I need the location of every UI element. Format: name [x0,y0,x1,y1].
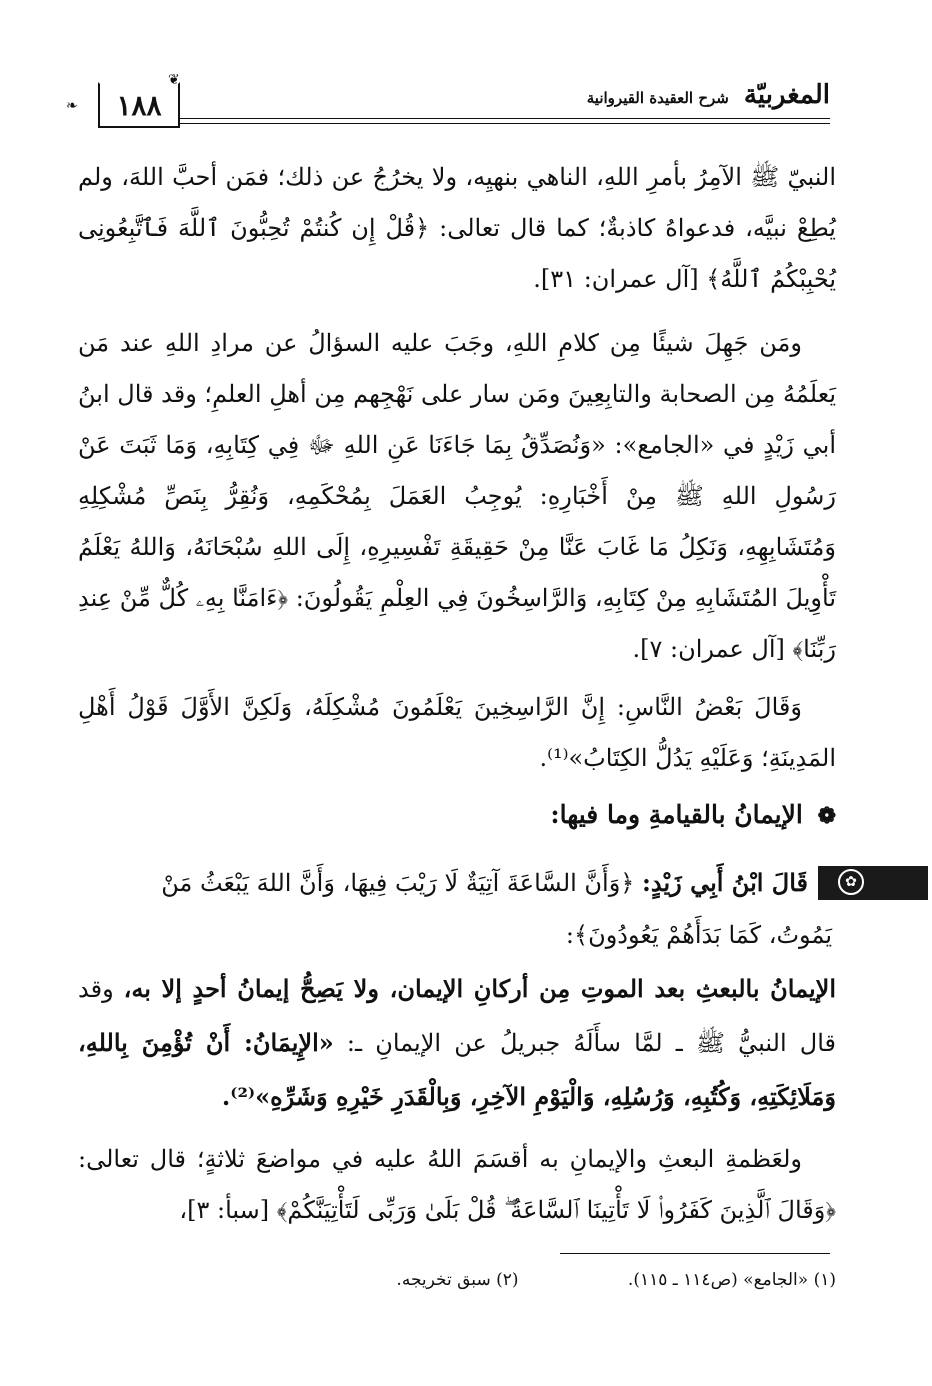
page-number: ١٨٨ [98,82,180,128]
book-subtitle: شرح العقيدة القيروانية [586,89,729,107]
bold-statement: الإيمانُ بالبعثِ بعد الموتِ مِن أركانِ الإيمان، ولا يَصِحُّ إيمانُ أحدٍ إلا به، [123,974,836,1003]
header-rule [180,118,830,119]
paragraph-text: ومَن جَهِلَ شيئًا مِن كلامِ اللهِ، وجَبَ عليه السؤالُ عن مرادِ اللهِ عند مَن يَعلَمُهُ مِن الصحابة والتابِعِينَ ومَن سار على نَهْجِهم مِن أهلِ العلمِ؛ وقد قال ابنُ أبي زَيْدٍ في «الجامع»: «وَنُصَدِّقُ بِمَا جَاءَنَا عَنِ اللهِ ﷻ فِي كِتَابِهِ، وَمَا ثَبَتَ عَنْ رَسُولِ اللهِ ﷺ مِنْ أَخْبَارِهِ: يُوجِبُ العَمَلَ بِمُحْكَمِهِ، وَنُقِرُّ بِنَصِّ مُشْكِلِهِ وَمُتَشَابِهِهِ، وَنَكِلُ مَا غَابَ عَنَّا مِنْ حَقِيقَةِ تَفْسِيرِهِ، إِلَى اللهِ سُبْحَانَهُ، وَاللهُ يَعْلَمُ تَأْوِيلَ المُتَشَابِهِ مِنْ كِتَابِهِ، وَالرَّاسِخُونَ فِي العِلْمِ يَقُولُونَ: ﴿ءَامَنَّا بِهِۦ كُلٌّ مِّنْ عِندِ رَبِّنَا﴾ [آل عمران: ٧]. [78,329,836,663]
paragraph-text: النبيّ ﷺ الآمِرُ بأمرِ اللهِ، الناهي بنهيِه، ولا يخرُجُ عن ذلك؛ فمَن أحبَّ اللهَ، ولم يُطِعْ نبيَّه، فدعواهُ كاذبةٌ؛ كما قال تعالى: ﴿قُلْ إِن كُنتُمْ تُحِبُّونَ ٱللَّهَ فَٱتَّبِعُونِى يُحْبِبْكُمُ ٱللَّهُ﴾ [آل عمران: ٣١]. [78,163,836,293]
paragraph-5 [78,1134,836,1236]
matn-line-2: يَمُوتُ، كَمَا بَدَأَهُمْ يَعُودُونَ﴾: [565,921,832,949]
paragraph-text: ولعَظمةِ البعثِ والإيمانِ به أقسَمَ اللهُ عليه في مواضعَ ثلاثةٍ؛ قال تعالى: ﴿وَقَالَ ٱلَّذِينَ كَفَرُوا۟ لَا تَأْتِينَا ٱلسَّاعَةُ ۖ قُلْ بَلَىٰ وَرَبِّى لَتَأْتِيَنَّكُمْ﴾ [سبأ: ٣]، [78,1145,836,1224]
section-heading [550,800,836,829]
header-rule-double [180,123,830,124]
commentary-paragraph [78,962,836,1124]
footnote-2: (٢) سبق تخريجه. [396,1270,519,1290]
footnotes [396,1270,836,1290]
section-heading-text: الإيمانُ بالقيامةِ وما فيها: [550,800,803,829]
paragraph-2 [78,318,836,675]
matn-text: ﴿وَأَنَّ السَّاعَةَ آتِيَةٌ لَا رَيْبَ فِيهَا، وَأَنَّ اللهَ يَبْعَثُ مَنْ [161,869,635,897]
hadith-text: «الإِيمَانُ: أَنْ تُؤْمِنَ بِاللهِ، وَمَلَائِكَتِهِ، وَكُتُبِهِ، وَرُسُلِهِ، وَالْيَوْمِ الآخِرِ، وَبِالْقَدَرِ خَيْرِهِ وَشَرِّهِ»⁽²⁾. [78,1028,836,1111]
book-title: المغربيّة [743,80,830,110]
footnote-1: (١) «الجامع» (ص١١٤ ـ ١١٥). [627,1270,836,1290]
flower-icon: ❁ [817,803,836,829]
matn-line-1 [78,860,808,906]
running-title [587,80,830,110]
matn-block [78,860,928,949]
matn-marker-band [818,866,928,900]
paragraph-text: وَقَالَ بَعْضُ النَّاسِ: إِنَّ الرَّاسِخِينَ يَعْلَمُونَ مُشْكِلَهُ، وَلَكِنَّ الأَوَّلَ قَوْلُ أَهْلِ المَدِينَةِ؛ وَعَلَيْهِ يَدُلُّ الكِتَابُ»⁽¹⁾. [78,693,836,772]
paragraph-1 [78,152,836,305]
ornament-icon: ❦ [168,72,180,88]
flower-icon: ✿ [838,869,864,895]
ornament-icon: ❧ [66,98,78,114]
page-header [60,72,830,132]
matn-speaker: قَالَ ابْنُ أَبِي زَيْدٍ: [642,868,808,897]
paragraph-3 [78,682,836,784]
footnote-rule [560,1253,830,1254]
hadith-intro: وقد قال النبيُّ ﷺ ـ لمَّا سأَلَهُ جبريلُ عن الإيمانِ ـ: [78,975,836,1057]
